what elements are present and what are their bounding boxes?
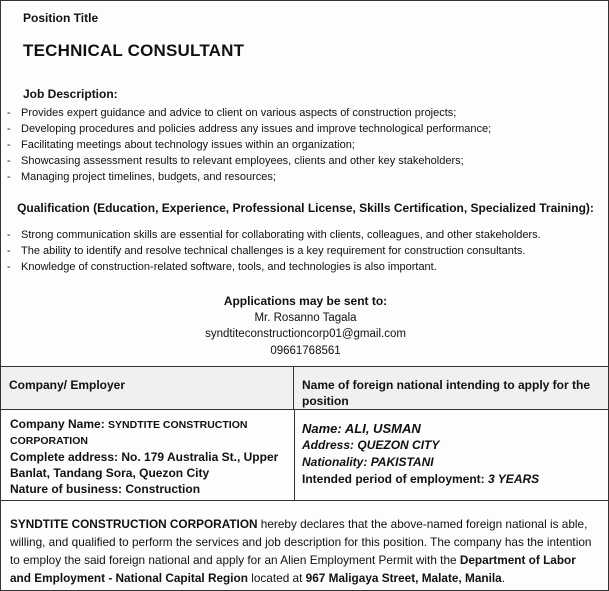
address-label: Complete address: (10, 450, 119, 464)
list-item: - Strong communication skills are essential for collaborating with clients, colleagues, and other stakeholders. (7, 227, 541, 243)
declaration-text: hereby declares that the above-named foreign national is able, willing, and qualified to perform the services and job description for this position. The company has the intention to employ the said foreign national and apply for an Alien Employment Permit with the (10, 517, 592, 567)
list-item: - The ability to identify and resolve technical challenges is a key requirement for construction consultants. (7, 243, 541, 259)
declaration-agency: Department of Labor and Employment - National Capital Region (10, 553, 576, 585)
declaration-paragraph (1, 500, 608, 587)
employer-details (10, 416, 290, 497)
applications-heading: Applications may be sent to: (223, 294, 388, 308)
foreign-national-details (302, 420, 602, 488)
company-name-label: Company Name: (10, 417, 105, 431)
list-item: - Developing procedures and policies address any issues and improve technological performance; (7, 121, 491, 137)
declaration-company: SYNDTITE CONSTRUCTION CORPORATION (10, 517, 258, 531)
period-value: 3 YEARS (488, 472, 540, 486)
contact-phone: 09661768561 (270, 344, 341, 357)
nationality-value: PAKISTANI (370, 455, 434, 469)
nature-value: Construction (125, 482, 201, 496)
table-header-foreign-national (294, 367, 608, 410)
name-label: Name: (302, 421, 342, 436)
job-description-list (7, 105, 491, 185)
list-item: - Provides expert guidance and advice to client on various aspects of construction projects; (7, 105, 491, 121)
period-label: Intended period of employment: (302, 472, 485, 486)
table-header-label: Name of foreign national intending to apply for the position (302, 378, 590, 408)
nationality-label: Nationality: (302, 455, 368, 469)
name-value: ALI, USMAN (344, 421, 421, 436)
declaration-text: located at (247, 571, 306, 585)
contact-name: Mr. Rosanno Tagala (254, 311, 357, 324)
qualification-list (7, 227, 541, 275)
address-value: No. 179 Australia St., Upper Banlat, Tandang Sora, Quezon City (10, 450, 279, 480)
company-name-line1: SYNDTITE CONSTRUCTION (108, 419, 248, 431)
position-title: TECHNICAL CONSULTANT (23, 41, 245, 60)
foreign-address-value: QUEZON CITY (357, 438, 440, 452)
declaration-address: 967 Maligaya Street, Malate, Manila (305, 571, 502, 585)
list-item: - Showcasing assessment results to relevant employees, clients and other key stakeholders; (7, 153, 491, 169)
table-header-employer (1, 367, 294, 410)
position-label: Position Title (23, 11, 99, 25)
list-item: - Knowledge of construction-related software, tools, and technologies is also important. (7, 259, 541, 275)
company-name-line2: CORPORATION (10, 435, 88, 447)
list-item: - Managing project timelines, budgets, and resources; (7, 169, 491, 185)
applications-block (1, 293, 609, 359)
declaration-text: . (501, 571, 505, 585)
list-item: - Facilitating meetings about technology issues within an organization; (7, 137, 491, 153)
foreign-address-label: Address: (302, 438, 355, 452)
table-header-label: Company/ Employer (9, 378, 126, 392)
employer-table (1, 366, 608, 501)
nature-label: Nature of business: (10, 482, 123, 496)
job-description-heading: Job Description: (23, 87, 118, 101)
qualification-heading: Qualification (Education, Experience, Professional License, Skills Certification, Specialized Training): (17, 201, 594, 215)
column-divider (294, 410, 295, 501)
contact-email: syndtiteconstructioncorp01@gmail.com (205, 328, 406, 340)
